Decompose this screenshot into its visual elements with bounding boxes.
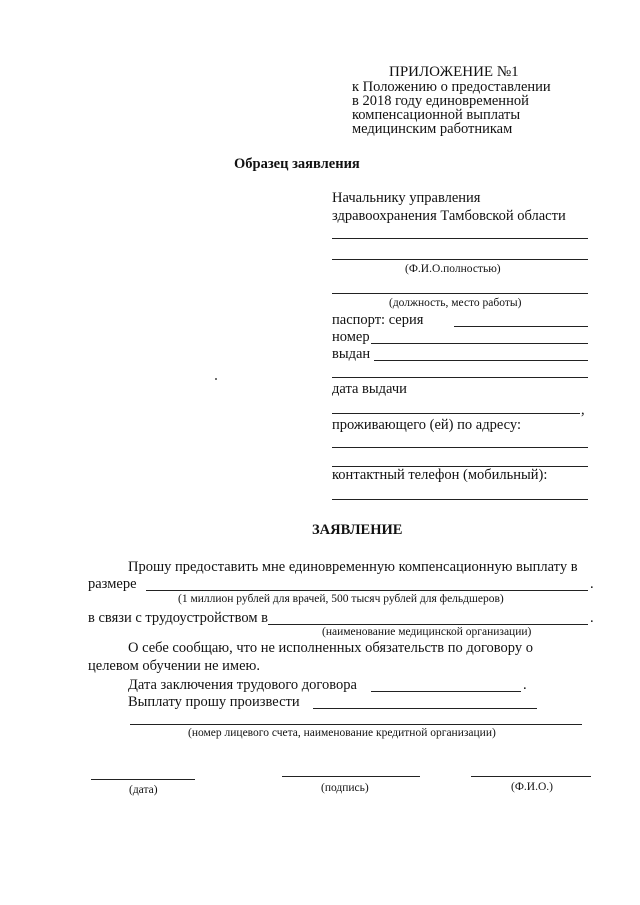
amount-period: . <box>590 576 594 592</box>
appendix-line-2: в 2018 году единовременной <box>352 93 529 109</box>
organization-hint: (наименование медицинской организации) <box>322 626 532 638</box>
size-label: размере <box>88 576 137 592</box>
fio-blank-line-1 <box>332 238 588 239</box>
date-signature-line <box>91 779 195 780</box>
fio-blank-line-2 <box>332 259 588 260</box>
position-hint: (должность, место работы) <box>389 297 522 309</box>
sign-hint: (подпись) <box>321 782 369 794</box>
account-hint: (номер лицевого счета, наименование кредитной организации) <box>188 727 496 739</box>
number-label: номер <box>332 329 370 345</box>
amount-line <box>146 590 588 591</box>
appendix-title: ПРИЛОЖЕНИЕ №1 <box>389 64 519 80</box>
date-hint: (дата) <box>129 784 158 796</box>
obligations-line-1: О себе сообщаю, что не исполненных обязательств по договору о <box>128 640 533 656</box>
contract-date-label: Дата заключения трудового договора <box>128 677 357 693</box>
amount-hint: (1 миллион рублей для врачей, 500 тысяч рублей для фельдшеров) <box>178 593 504 605</box>
contract-date-line <box>371 691 521 692</box>
payment-line <box>313 708 537 709</box>
organization-line <box>268 624 588 625</box>
appendix-line-3: компенсационной выплаты <box>352 107 521 123</box>
obligations-line-2: целевом обучении не имею. <box>88 658 260 674</box>
passport-series-label: паспорт: серия <box>332 312 424 328</box>
sample-title: Образец заявления <box>234 156 360 172</box>
issued-line-2 <box>332 377 588 378</box>
residing-label: проживающего (ей) по адресу: <box>332 417 521 433</box>
scan-speck <box>215 378 217 380</box>
phone-line <box>332 499 588 500</box>
contract-date-period: . <box>523 677 527 693</box>
fio-signature-line <box>471 776 591 777</box>
payment-label: Выплату прошу произвести <box>128 694 300 710</box>
issued-line <box>374 360 588 361</box>
employment-label: в связи с трудоустройством в <box>88 610 268 626</box>
fio-hint: (Ф.И.О.полностью) <box>405 263 501 275</box>
statement-title: ЗАЯВЛЕНИЕ <box>312 522 403 538</box>
issue-date-label: дата выдачи <box>332 381 407 397</box>
issued-label: выдан <box>332 346 371 362</box>
employment-period: . <box>590 610 594 626</box>
phone-label: контактный телефон (мобильный): <box>332 467 548 483</box>
position-blank-line <box>332 293 588 294</box>
fio-signature-hint: (Ф.И.О.) <box>511 781 553 793</box>
account-line <box>130 724 582 725</box>
appendix-line-1: к Положению о предоставлении <box>352 79 551 95</box>
issue-date-comma: , <box>581 402 585 418</box>
address-line-1 <box>332 447 588 448</box>
request-line: Прошу предоставить мне единовременную компенсационную выплату в <box>128 559 578 575</box>
sign-signature-line <box>282 776 420 777</box>
appendix-line-4: медицинским работникам <box>352 121 513 137</box>
addressee-line-2: здравоохранения Тамбовской области <box>332 208 566 224</box>
number-line <box>371 343 588 344</box>
issue-date-line <box>332 413 580 414</box>
passport-series-line <box>454 326 588 327</box>
addressee-line-1: Начальнику управления <box>332 190 481 206</box>
